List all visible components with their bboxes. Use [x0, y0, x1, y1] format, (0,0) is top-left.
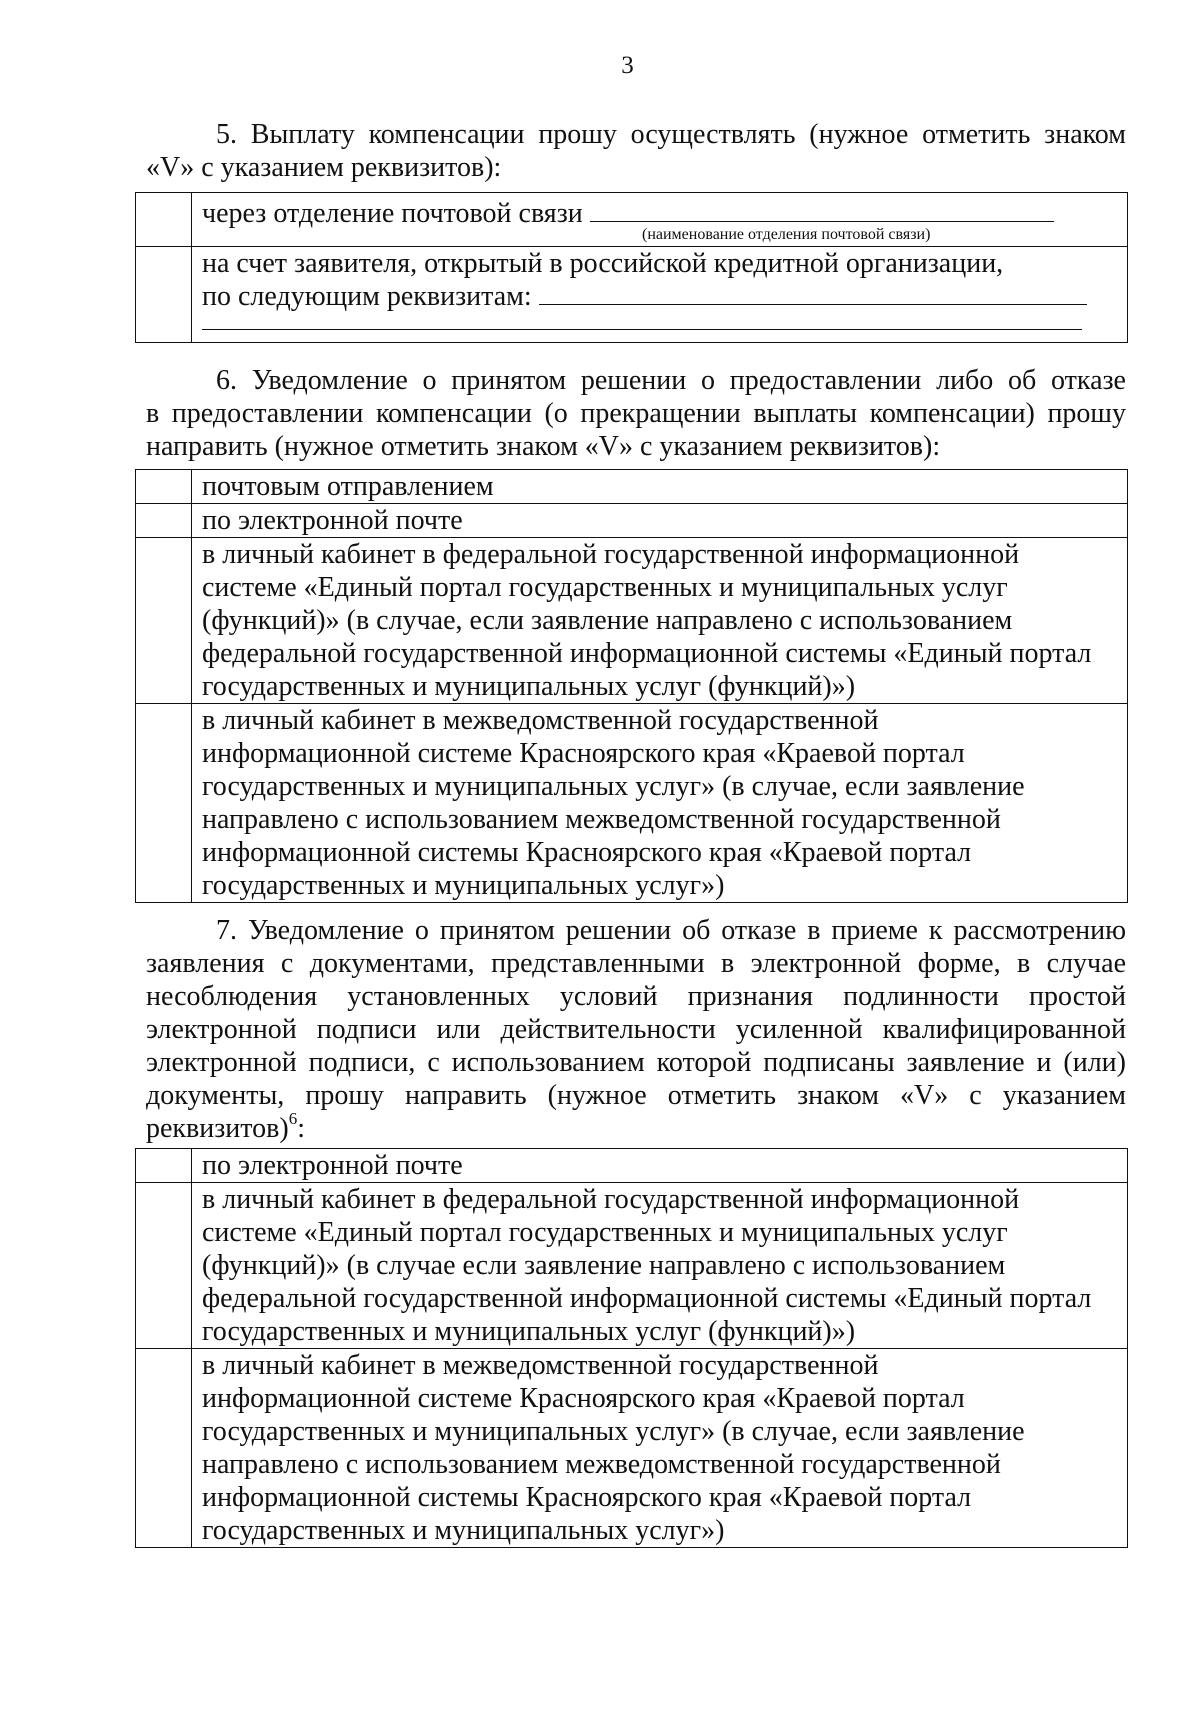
notify-option-gosuslugi [136, 538, 1128, 704]
option-post-label: через отделение почтовой связи [202, 198, 583, 229]
reject-option-regional-line: направлено с использованием межведомственной государственной [202, 1449, 1001, 1480]
reject-option-email-label: по электронной почте [202, 1150, 463, 1181]
reject-option-gosuslugi-line: в личный кабинет в федеральной государственной информационной [202, 1184, 1020, 1215]
section-5-text [146, 118, 1126, 184]
reject-option-regional-line: государственных и муниципальных услуг» (в случае, если заявление [202, 1416, 1025, 1447]
section-7-line: 7. Уведомление о принятом решении об отказе в приеме к рассмотрению [216, 915, 1126, 946]
option-regional-line: в личный кабинет в межведомственной государственной [202, 705, 879, 736]
checkbox-email[interactable] [136, 504, 192, 538]
section-5-line: «V» с указанием реквизитов): [146, 152, 502, 183]
option-regional-line: информационной системе Красноярского края «Краевой портал [202, 738, 965, 769]
reject-option-regional-cell [192, 1349, 1128, 1548]
section-7-last-line [146, 1108, 1126, 1145]
option-mail-label: почтовым отправлением [202, 471, 494, 502]
notify-option-mail [136, 470, 1128, 504]
reject-option-email [136, 1149, 1128, 1183]
option-regional-line: информационной системы Красноярского края «Краевой портал [202, 837, 972, 868]
reject-option-regional [136, 1349, 1128, 1548]
section-7-line: электронной подписи, с использованием которой подписаны заявление и (или) [146, 1047, 1126, 1078]
page-number: 3 [621, 52, 634, 79]
payment-options-table [135, 192, 1128, 343]
checkbox-reject-email[interactable] [136, 1149, 192, 1183]
reject-option-gosuslugi-line: федеральной государственной информационной системы «Единый портал [202, 1283, 1092, 1314]
rejection-notification-table [135, 1148, 1128, 1548]
reject-option-gosuslugi-line: (функций)» (в случае если заявление направлено с использованием [202, 1250, 1006, 1281]
post-office-input-line[interactable] [590, 197, 1054, 222]
section-5-line: 5. Выплату компенсации прошу осуществлять (нужное отметить знаком [216, 119, 1126, 150]
option-regional-cell [192, 704, 1128, 903]
option-gosuslugi-line: государственных и муниципальных услуг (функций)») [202, 671, 856, 702]
section-7-text [146, 914, 1126, 1145]
option-post-cell [192, 193, 1128, 247]
section-7-line: электронной подписи или действительности усиленной квалифицированной [146, 1014, 1126, 1045]
checkbox-reject-regional[interactable] [136, 1349, 192, 1548]
checkbox-regional[interactable] [136, 704, 192, 903]
option-regional-line: направлено с использованием межведомственной государственной [202, 804, 1001, 835]
section-6-line: 6. Уведомление о принятом решении о предоставлении либо об отказе [216, 365, 1126, 396]
reject-option-gosuslugi-line: государственных и муниципальных услуг (функций)») [202, 1316, 856, 1347]
reject-option-regional-line: в личный кабинет в межведомственной государственной [202, 1350, 879, 1381]
reject-option-gosuslugi-cell [192, 1183, 1128, 1349]
option-regional-line: государственных и муниципальных услуг» (в случае, если заявление [202, 771, 1025, 802]
option-gosuslugi-line: федеральной государственной информационной системы «Единый портал [202, 638, 1092, 669]
reject-option-regional-line: информационной системе Красноярского края «Краевой портал [202, 1383, 965, 1414]
checkbox-bank[interactable] [136, 247, 192, 343]
reject-option-gosuslugi-line: системе «Единый портал государственных и муниципальных услуг [202, 1217, 1008, 1248]
section-6-line: направить (нужное отметить знаком «V» с указанием реквизитов): [146, 431, 941, 462]
reject-option-regional-line: государственных и муниципальных услуг») [202, 1515, 725, 1546]
notify-option-email [136, 504, 1128, 538]
option-gosuslugi-line: системе «Единый портал государственных и муниципальных услуг [202, 572, 1008, 603]
notification-options-table [135, 469, 1128, 903]
section-7-line: несоблюдения установленных условий признания подлинности простой [146, 981, 1126, 1012]
checkbox-post[interactable] [136, 193, 192, 247]
option-bank-line-1: на счет заявителя, открытый в российской кредитной организации, [202, 248, 1004, 279]
option-email-label: по электронной почте [202, 505, 463, 536]
bank-details-extra-line[interactable] [202, 313, 1082, 330]
footnote-marker: 6 [288, 1108, 298, 1128]
checkbox-reject-gosuslugi[interactable] [136, 1183, 192, 1349]
option-gosuslugi-line: в личный кабинет в федеральной государственной информационной [202, 539, 1020, 570]
bank-details-input-line[interactable] [539, 280, 1087, 305]
section-7-line: документы, прошу направить (нужное отметить знаком «V» с указанием [146, 1080, 1126, 1111]
section-7-colon: : [297, 1113, 305, 1144]
post-office-caption: (наименование отделения почтовой связи) [642, 226, 931, 243]
notify-option-regional [136, 704, 1128, 903]
checkbox-mail[interactable] [136, 470, 192, 504]
option-regional-line: государственных и муниципальных услуг») [202, 870, 725, 901]
reject-option-regional-line: информационной системы Красноярского края «Краевой портал [202, 1482, 972, 1513]
option-bank-cell [192, 247, 1128, 343]
section-7-line: заявления с документами, представленными в электронной форме, в случае [146, 948, 1126, 979]
option-gosuslugi-cell [192, 538, 1128, 704]
reject-option-gosuslugi [136, 1183, 1128, 1349]
payment-option-post [136, 193, 1128, 247]
checkbox-gosuslugi[interactable] [136, 538, 192, 704]
option-gosuslugi-line: (функций)» (в случае, если заявление направлено с использованием [202, 605, 1013, 636]
option-bank-line-2: по следующим реквизитам: [202, 281, 532, 312]
section-6-text [146, 364, 1126, 463]
section-7-last-line-text: реквизитов) [146, 1113, 289, 1144]
section-6-line: в предоставлении компенсации (о прекращении выплаты компенсации) прошу [146, 398, 1126, 429]
payment-option-bank [136, 247, 1128, 343]
